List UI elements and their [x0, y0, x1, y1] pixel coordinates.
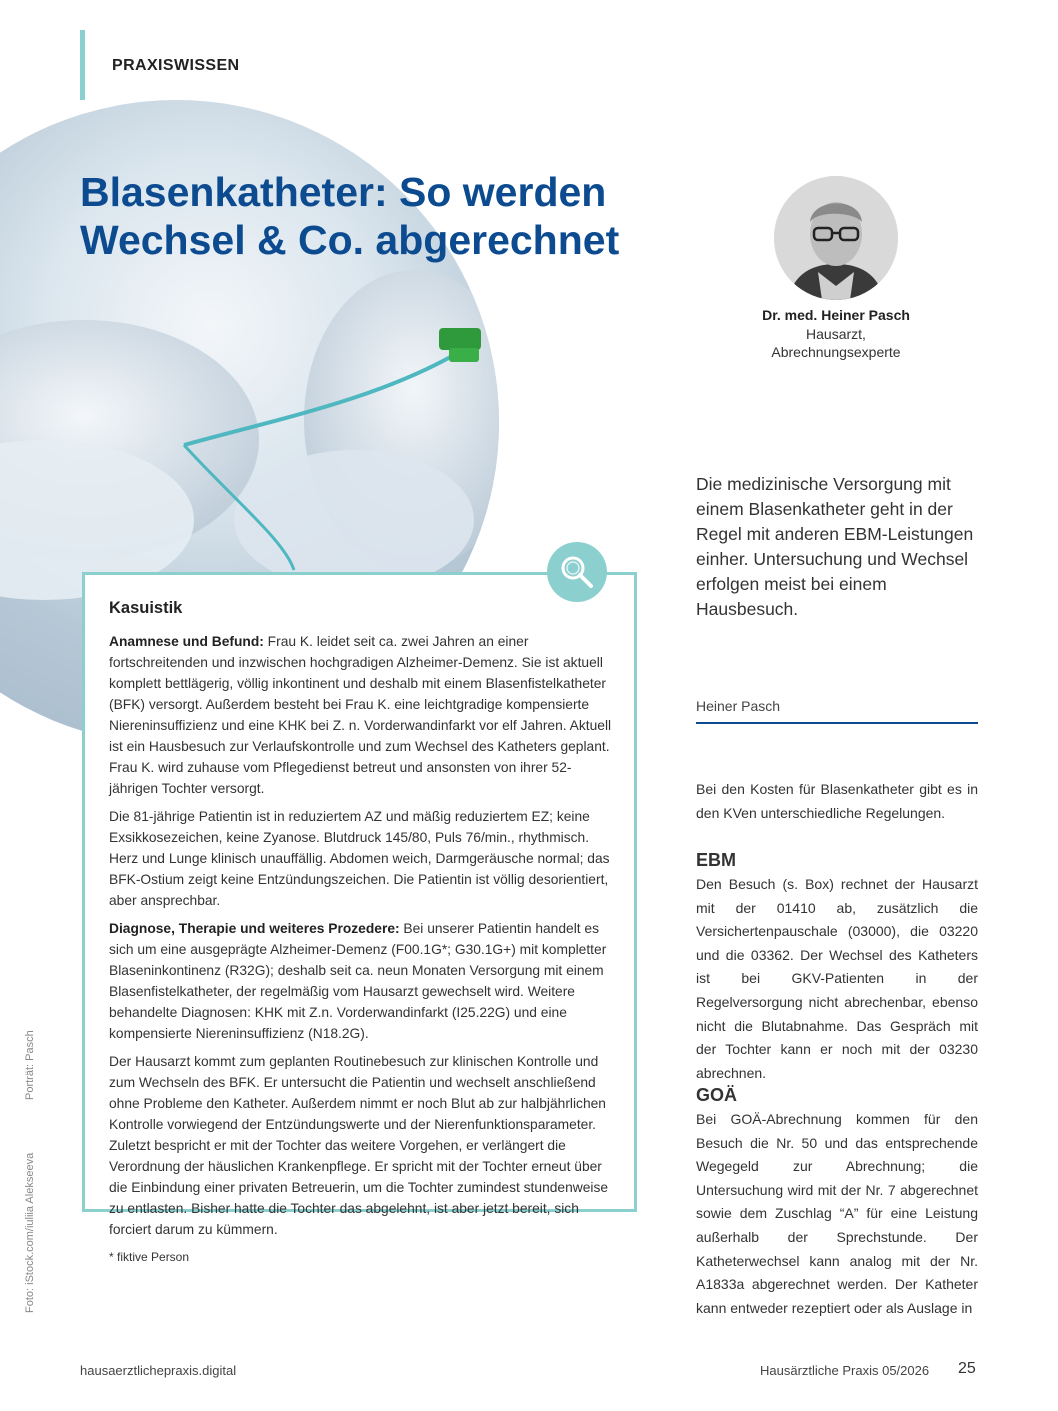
case-footnote: * fiktive Person — [109, 1250, 190, 1264]
case-p1-label: Anamnese und Befund: — [109, 634, 264, 649]
magnifier-badge — [547, 542, 607, 602]
author-portrait — [774, 176, 898, 300]
author-portrait-image — [774, 176, 898, 300]
section-label: PRAXISWISSEN — [112, 57, 240, 74]
footer-issue: Hausärztliche Praxis 05/2026 — [760, 1363, 930, 1378]
case-paragraph-2: Die 81-jährige Patientin ist in reduziertem AZ und mäßig reduziertem EZ; keine Exsikkosezeichen, keine Zyanose. Blutdruck 145/80, Puls 76/min., rhythmisch. Herz und Lunge klinisch unauffällig. Abdomen weich, Darmgeräusche normal; das BFK-Ostium zeigt keine Entzündungszeichen. Die Patientin ist völlig desorientiert, aber ansprechbar. — [109, 809, 610, 908]
title-line-1: Blasenkatheter: So werden — [80, 169, 607, 215]
case-box-content — [109, 598, 612, 1268]
byline-divider — [696, 722, 978, 724]
footer-website: hausaerztlichepraxis.digital — [80, 1363, 237, 1378]
case-p1-text: Frau K. leidet seit ca. zwei Jahren an einer fortschreitenden und inzwischen hochgradigen Alzheimer-Demenz. Sie ist aktuell komplett bettlägerig, völlig inkontinent und deshalb mit einem Blasenfistelkatheter (BFK) versorgt. Außerdem besteht bei Frau K. eine leichtgradige kompensierte Niereninsuffizienz und eine KHK bei Z. n. Vorderwandinfarkt vor elf Jahren. Aktuell ist ein Hausbesuch zur Verlaufskontrolle und zum Wechsel des Katheters geplant. Frau K. wird zuhause vom Pflegedienst betreut und ansonsten von ihrer 52-jährigen Tochter versorgt. — [109, 634, 612, 796]
portrait-credit: Porträt: Pasch — [24, 1030, 36, 1100]
ebm-heading: EBM — [696, 850, 736, 870]
case-p3-text: Bei unserer Patientin handelt es sich um eine ausgeprägte Alzheimer-Demenz (F00.1G*; G30.1G+) mit kompletter Blaseninkontinenz (R32G); deshalb seit ca. neun Monaten Versorgung mit einem Blasenfistelkatheter, der regelmäßig vom Hausarzt gewechselt wird. Weitere behandelte Diagnosen: KHK mit Z.n. Vorderwandinfarkt (I25.22G) und eine kompensierte Niereninsuffizienz (N18.2G). — [109, 921, 607, 1041]
article-lead: Die medizinische Versorgung mit einem Blasenkatheter geht in der Regel mit anderen EBM-Leistungen einher. Untersuchung und Wechsel erfolgen meist bei einem Hausbesuch. — [696, 474, 974, 619]
goa-paragraph: Bei GOÄ-Abrechnung kommen für den Besuch die Nr. 50 und das entsprechende Wegegeld zur Abrechnung; die Untersuchung wird mit der Nr. 7 abgerechnet sowie dem Zuschlag “A” für eine Leistung außerhalb der Sprechstunde. Der Katheterwechsel kann analog mit der Nr. A1833a abgerechnet werden. Der Katheter kann entweder rezeptiert oder als Auslage in — [696, 1111, 978, 1316]
author-name: Dr. med. Heiner Pasch — [762, 307, 910, 323]
section-accent-bar — [80, 30, 85, 100]
author-role — [736, 325, 936, 361]
article-title — [80, 168, 720, 264]
case-paragraph-1 — [109, 631, 612, 799]
photo-credit: Foto: iStock.com/iuliia Alekseeva — [24, 1152, 36, 1313]
case-paragraph-4: Der Hausarzt kommt zum geplanten Routinebesuch zur klinischen Kontrolle und zum Wechseln des BFK. Er untersucht die Patientin und wechselt anschließend ohne Probleme den Katheter. Außerdem nimmt er noch Blut ab zur halbjährlichen Kontrolle vorwiegend der Entzündungswerte und der Nierenfunktionsparameter. Zuletzt bespricht er mit der Tochter das weitere Vorgehen, er verlängert die Verordnung der häuslichen Krankenpflege. Er spricht mit der Tochter erneut über die Einbindung einer privaten Betreuerin, um die Tochter zumindest stundenweise zu entlasten. Bisher hatte die Tochter das abgelehnt, ist aber jetzt bereit, sich forciert darum zu kümmern. — [109, 1054, 609, 1237]
byline: Heiner Pasch — [696, 698, 781, 714]
case-p3-label: Diagnose, Therapie und weiteres Prozedere: — [109, 921, 400, 936]
ebm-paragraph: Den Besuch (s. Box) rechnet der Hausarzt mit der 01410 ab, zusätzlich die Versichertenpauschale (03000), die 03220 und die 03362. Der Wechsel des Katheters ist bei GKV-Patienten in der Regelversorgung nicht abrechenbar, ebenso nicht die Blutabnahme. Das Gespräch mit der Tochter kann er noch mit der 03230 abrechnen. — [696, 876, 978, 1081]
intro-paragraph: Bei den Kosten für Blasenkatheter gibt es in den KVen unterschiedliche Regelungen. — [696, 781, 978, 821]
author-role-line-1: Hausarzt, — [806, 326, 866, 342]
case-box-title: Kasuistik — [109, 599, 183, 617]
goa-heading: GOÄ — [696, 1085, 738, 1105]
author-role-line-2: Abrechnungsexperte — [771, 344, 901, 360]
magnifier-icon — [547, 542, 607, 602]
title-line-2: Wechsel & Co. abgerechnet — [80, 217, 620, 263]
page-number: 25 — [958, 1360, 976, 1377]
case-paragraph-3 — [109, 918, 612, 1044]
